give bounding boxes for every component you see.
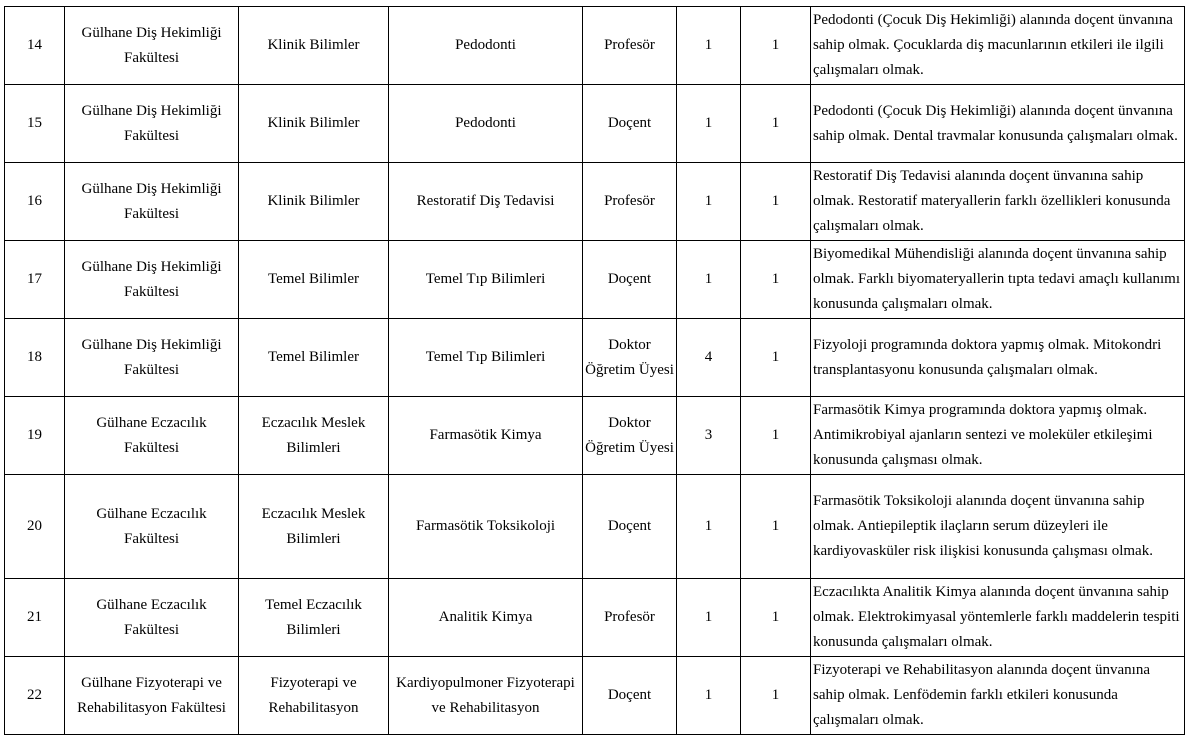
table-row: [5, 85, 1185, 163]
requirement-cell: Farmasötik Kimya programında doktora yapmış olmak. Antimikrobiyal ajanların sentezi ve moleküler etkileşimi konusunda çalışması olmak.: [811, 397, 1185, 475]
requirement-cell: Restoratif Diş Tedavisi alanında doçent ünvanına sahip olmak. Restoratif materyallerin farklı özellikleri konusunda çalışmaları olmak.: [811, 163, 1185, 241]
discipline-cell: Pedodonti: [389, 85, 583, 163]
requirement-cell: Biyomedikal Mühendisliği alanında doçent ünvanına sahip olmak. Farklı biyomateryallerin tıpta tedavi amaçlı kullanımı konusunda çalışmaları olmak.: [811, 241, 1185, 319]
department-cell: Klinik Bilimler: [239, 85, 389, 163]
count-cell: 3: [677, 397, 741, 475]
quota-cell: 1: [741, 85, 811, 163]
faculty-cell: Gülhane Diş Hekimliği Fakültesi: [65, 319, 239, 397]
row-number: 21: [5, 579, 65, 657]
discipline-cell: Kardiyopulmoner Fizyoterapi ve Rehabilitasyon: [389, 657, 583, 735]
discipline-cell: Analitik Kimya: [389, 579, 583, 657]
count-cell: 1: [677, 163, 741, 241]
staff-positions-table: [4, 6, 1185, 735]
department-cell: Fizyoterapi ve Rehabilitasyon: [239, 657, 389, 735]
row-number: 17: [5, 241, 65, 319]
row-number: 15: [5, 85, 65, 163]
department-cell: Temel Bilimler: [239, 319, 389, 397]
quota-cell: 1: [741, 7, 811, 85]
faculty-cell: Gülhane Diş Hekimliği Fakültesi: [65, 241, 239, 319]
count-cell: 1: [677, 475, 741, 579]
requirement-cell: Eczacılıkta Analitik Kimya alanında doçent ünvanına sahip olmak. Elektrokimyasal yöntemlerle farklı maddelerin tespiti konusunda çalışmaları olmak.: [811, 579, 1185, 657]
requirement-cell: Pedodonti (Çocuk Diş Hekimliği) alanında doçent ünvanına sahip olmak. Dental travmalar konusunda çalışmaları olmak.: [811, 85, 1185, 163]
count-cell: 1: [677, 7, 741, 85]
table-row: [5, 475, 1185, 579]
row-number: 19: [5, 397, 65, 475]
faculty-cell: Gülhane Eczacılık Fakültesi: [65, 475, 239, 579]
title-cell: Doçent: [583, 475, 677, 579]
table-row: [5, 7, 1185, 85]
discipline-cell: Farmasötik Toksikoloji: [389, 475, 583, 579]
row-number: 16: [5, 163, 65, 241]
discipline-cell: Farmasötik Kimya: [389, 397, 583, 475]
table-row: [5, 579, 1185, 657]
faculty-cell: Gülhane Eczacılık Fakültesi: [65, 579, 239, 657]
quota-cell: 1: [741, 319, 811, 397]
faculty-cell: Gülhane Fizyoterapi ve Rehabilitasyon Fakültesi: [65, 657, 239, 735]
title-cell: Doktor Öğretim Üyesi: [583, 319, 677, 397]
quota-cell: 1: [741, 579, 811, 657]
discipline-cell: Pedodonti: [389, 7, 583, 85]
count-cell: 1: [677, 85, 741, 163]
discipline-cell: Temel Tıp Bilimleri: [389, 241, 583, 319]
title-cell: Profesör: [583, 7, 677, 85]
row-number: 18: [5, 319, 65, 397]
department-cell: Eczacılık Meslek Bilimleri: [239, 475, 389, 579]
table-row: [5, 319, 1185, 397]
count-cell: 1: [677, 657, 741, 735]
title-cell: Doçent: [583, 241, 677, 319]
row-number: 20: [5, 475, 65, 579]
title-cell: Profesör: [583, 579, 677, 657]
department-cell: Temel Bilimler: [239, 241, 389, 319]
count-cell: 1: [677, 579, 741, 657]
table-row: [5, 241, 1185, 319]
department-cell: Temel Eczacılık Bilimleri: [239, 579, 389, 657]
quota-cell: 1: [741, 657, 811, 735]
title-cell: Doktor Öğretim Üyesi: [583, 397, 677, 475]
department-cell: Eczacılık Meslek Bilimleri: [239, 397, 389, 475]
department-cell: Klinik Bilimler: [239, 7, 389, 85]
count-cell: 1: [677, 241, 741, 319]
row-number: 22: [5, 657, 65, 735]
staff-positions-table-wrapper: [4, 6, 1185, 735]
table-row: [5, 657, 1185, 735]
discipline-cell: Restoratif Diş Tedavisi: [389, 163, 583, 241]
department-cell: Klinik Bilimler: [239, 163, 389, 241]
faculty-cell: Gülhane Diş Hekimliği Fakültesi: [65, 7, 239, 85]
table-row: [5, 397, 1185, 475]
quota-cell: 1: [741, 163, 811, 241]
faculty-cell: Gülhane Eczacılık Fakültesi: [65, 397, 239, 475]
requirement-cell: Pedodonti (Çocuk Diş Hekimliği) alanında doçent ünvanına sahip olmak. Çocuklarda diş macunlarının etkileri ile ilgili çalışmaları olmak.: [811, 7, 1185, 85]
title-cell: Doçent: [583, 657, 677, 735]
requirement-cell: Farmasötik Toksikoloji alanında doçent ünvanına sahip olmak. Antiepileptik ilaçların serum düzeyleri ile kardiyovasküler risk ilişkisi konusunda çalışması olmak.: [811, 475, 1185, 579]
row-number: 14: [5, 7, 65, 85]
quota-cell: 1: [741, 475, 811, 579]
requirement-cell: Fizyoloji programında doktora yapmış olmak. Mitokondri transplantasyonu konusunda çalışmaları olmak.: [811, 319, 1185, 397]
quota-cell: 1: [741, 397, 811, 475]
count-cell: 4: [677, 319, 741, 397]
quota-cell: 1: [741, 241, 811, 319]
requirement-cell: Fizyoterapi ve Rehabilitasyon alanında doçent ünvanına sahip olmak. Lenfödemin farklı etkileri konusunda çalışmaları olmak.: [811, 657, 1185, 735]
faculty-cell: Gülhane Diş Hekimliği Fakültesi: [65, 85, 239, 163]
discipline-cell: Temel Tıp Bilimleri: [389, 319, 583, 397]
title-cell: Profesör: [583, 163, 677, 241]
title-cell: Doçent: [583, 85, 677, 163]
table-row: [5, 163, 1185, 241]
faculty-cell: Gülhane Diş Hekimliği Fakültesi: [65, 163, 239, 241]
